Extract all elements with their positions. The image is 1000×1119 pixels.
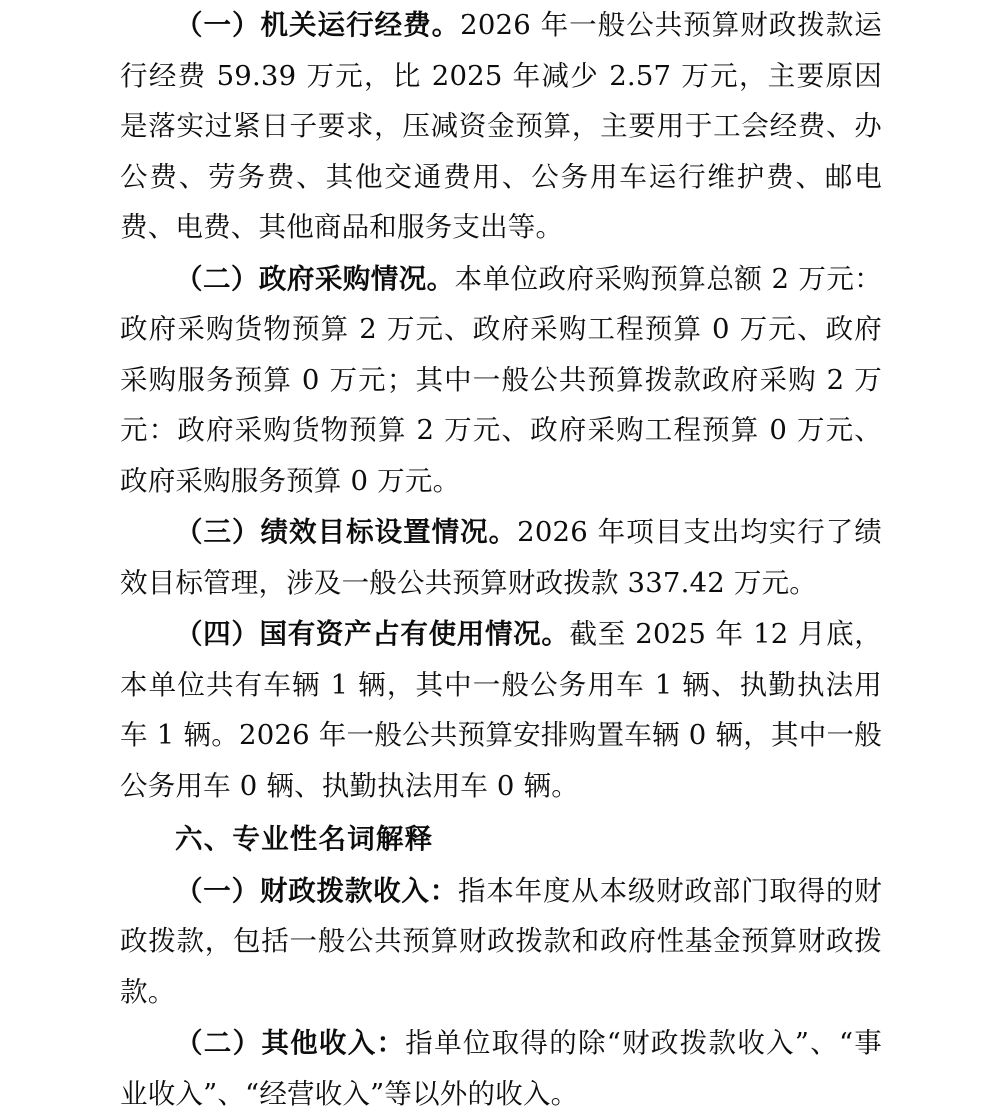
paragraph-government-procurement — [120, 254, 882, 507]
paragraph-body-government-procurement: 本单位政府采购预算总额 2 万元：政府采购货物预算 2 万元、政府采购工程预算 0 万元、政府采购服务预算 0 万元；其中一般公共预算拨款政府采购 2 万元：政府采购货物预算 2 万元、政府采购工程预算 0 万元、政府采购服务预算 0 万元。 — [120, 262, 882, 497]
paragraph-lead-state-assets: （四）国有资产占有使用情况。 — [175, 618, 570, 650]
paragraph-fiscal-appropriation-income — [120, 866, 882, 1018]
paragraph-state-assets — [120, 609, 882, 811]
paragraph-lead-operating-expenses: （一）机关运行经费。 — [175, 9, 461, 41]
paragraph-other-income — [120, 1018, 882, 1119]
paragraph-body-performance-targets: 2026 年项目支出均实行了绩效目标管理，涉及一般公共预算财政拨款 337.42 万元。 — [120, 516, 882, 599]
paragraph-body-fiscal-appropriation-income: 指本年度从本级财政部门取得的财政拨款，包括一般公共预算财政拨款和政府性基金预算财政拨款。 — [120, 874, 883, 1008]
paragraph-lead-government-procurement: （二）政府采购情况。 — [175, 262, 455, 295]
paragraph-lead-fiscal-appropriation-income: （一）财政拨款收入： — [175, 874, 459, 907]
paragraph-lead-other-income: （二）其他收入： — [175, 1027, 406, 1059]
paragraph-body-operating-expenses: 2026 年一般公共预算财政拨款运行经费 59.39 万元，比 2025 年减少 2.57 万元，主要原因是落实过紧日子要求，压减资金预算，主要用于工会经费、办公费、劳务费、其他交通费用、公务用车运行维护费、邮电费、电费、其他商品和服务支出等。 — [120, 9, 882, 243]
section-heading-terminology: 六、专业性名词解释 — [175, 823, 434, 855]
paragraph-body-state-assets: 截至 2025 年 12 月底，本单位共有车辆 1 辆，其中一般公务用车 1 辆、执勤执法用车 1 辆。2026 年一般公共预算安排购置车辆 0 辆，其中一般公务用车 0 辆、执勤执法用车 0 辆。 — [120, 618, 882, 802]
paragraph-body-other-income: 指单位取得的除“财政拨款收入”、“事业收入”、“经营收入”等以外的收入。 — [120, 1027, 882, 1110]
paragraph-performance-targets — [120, 507, 882, 608]
paragraph-operating-expenses — [120, 0, 882, 253]
paragraph-lead-performance-targets: （三）绩效目标设置情况。 — [175, 516, 518, 548]
